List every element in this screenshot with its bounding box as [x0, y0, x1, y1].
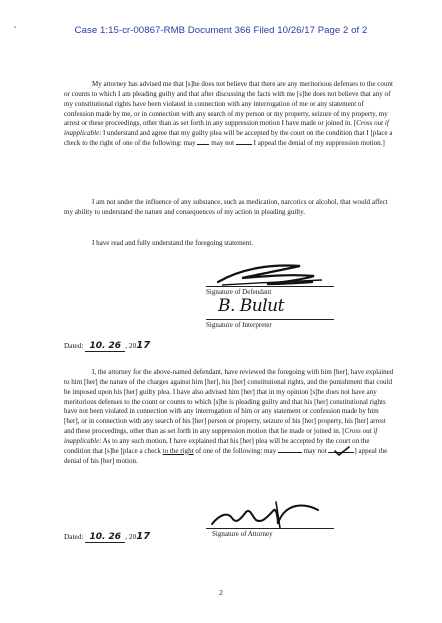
attorney-signature	[206, 498, 326, 532]
p1-italic: Cross out if inapplicable	[64, 119, 389, 138]
p4-may-not: may not	[303, 446, 327, 455]
dated-label-2: Dated:	[64, 532, 84, 541]
p4-c: of one of the following: may	[195, 446, 277, 455]
p4-b: : As to any such motion, I have explained that his [her] plea will be accepted by the court on the condition that [s]he [place a check	[64, 436, 370, 455]
handwritten-date-1: 10. 26	[85, 341, 125, 352]
page-number: 2	[219, 588, 223, 597]
may-blank-1	[197, 144, 209, 145]
interpreter-signature-text: B. Bulut	[218, 296, 284, 316]
dated-line-1	[64, 341, 150, 352]
p4-a: I, the attorney for the above-named defendant, have reviewed the foregoing with him [her], have explained to him [her] the nature of the charges against him [her], his [her] constitutional rights, and the punishment that could be imposed upon his [her] guilty plea. I have also advised him [her] that in my opinion [s]he does not have any meritorious defenses to the count or counts to which [s]he is pleading guilty and that his [her] constitutional rights have not been violated in connection with any interrogation of him or any statement or confession made by him [her], or in connection with any search of his [her] person or property, seizure of his [her] property, his [her] arrest and these proceedings, other than as set forth in any suppression motion that he made or joined in. [	[64, 368, 394, 436]
p2-text: I am not under the influence of any substance, such as medication, narcotics or alcohol, that would affect my ability to understand the nature and consequences of my action in pleading guilty.	[64, 198, 388, 216]
p1-tail: I appeal the denial of my suppression motion.]	[253, 139, 385, 148]
corner-mark: ʼ	[14, 25, 16, 35]
handwritten-year-2: 17	[136, 531, 151, 542]
attorney-signature-line	[206, 528, 334, 529]
year-prefix-2: , 20	[125, 532, 137, 541]
paragraph-attorney	[64, 368, 394, 466]
p4-italic: Cross out if inapplicable	[64, 427, 378, 445]
checkmark-icon	[334, 446, 350, 456]
handwritten-date-2: 10. 26	[85, 532, 125, 543]
p4-d: ] appeal the denial of his [her] motion.	[64, 446, 388, 465]
defendant-signature-line	[206, 286, 334, 287]
may-not-check-blank	[328, 452, 354, 453]
p4-underlined: to the right	[162, 446, 194, 455]
interpreter-signature-label: Signature of Interpreter	[206, 321, 272, 329]
p1-rest: : I understand and agree that my guilty plea will be accepted by the court on the condition that I [place a check to the right of one of the following: may	[64, 129, 393, 148]
p1-intro: My attorney has advised me that [s]he does not believe that there are any meritorious defenses to the count or counts to which I am pleading guilty and that after discussing the facts with me [s]he does not believe that any of my constitutional rights have been violated in connection with any interrogation of me or any statement of confession made by me, or in connection with any search of my person or my property, seizure of my property, my arrest or these proceedings, other than as set forth in any suppression motion I have made or joined in. [	[64, 80, 393, 128]
paragraph-advice	[64, 80, 394, 149]
may-not-blank-1	[236, 144, 252, 145]
attorney-signature-label: Signature of Attorney	[212, 530, 273, 538]
paragraph-influence	[64, 198, 394, 218]
p1-may-not: may not	[211, 139, 235, 148]
dated-label-1: Dated:	[64, 341, 84, 350]
paragraph-read	[64, 239, 394, 249]
may-blank-2	[278, 452, 302, 453]
year-prefix-1: , 20	[125, 341, 137, 350]
interpreter-signature-line	[206, 319, 334, 320]
case-header: Case 1:15-cr-00867-RMB Document 366 Filed 10/26/17 Page 2 of 2	[74, 25, 368, 36]
p3-text: I have read and fully understand the foregoing statement.	[92, 239, 254, 247]
handwritten-year-1: 17	[136, 340, 151, 351]
defendant-signature-label: Signature of Defendant	[206, 288, 272, 296]
dated-line-2	[64, 532, 150, 543]
